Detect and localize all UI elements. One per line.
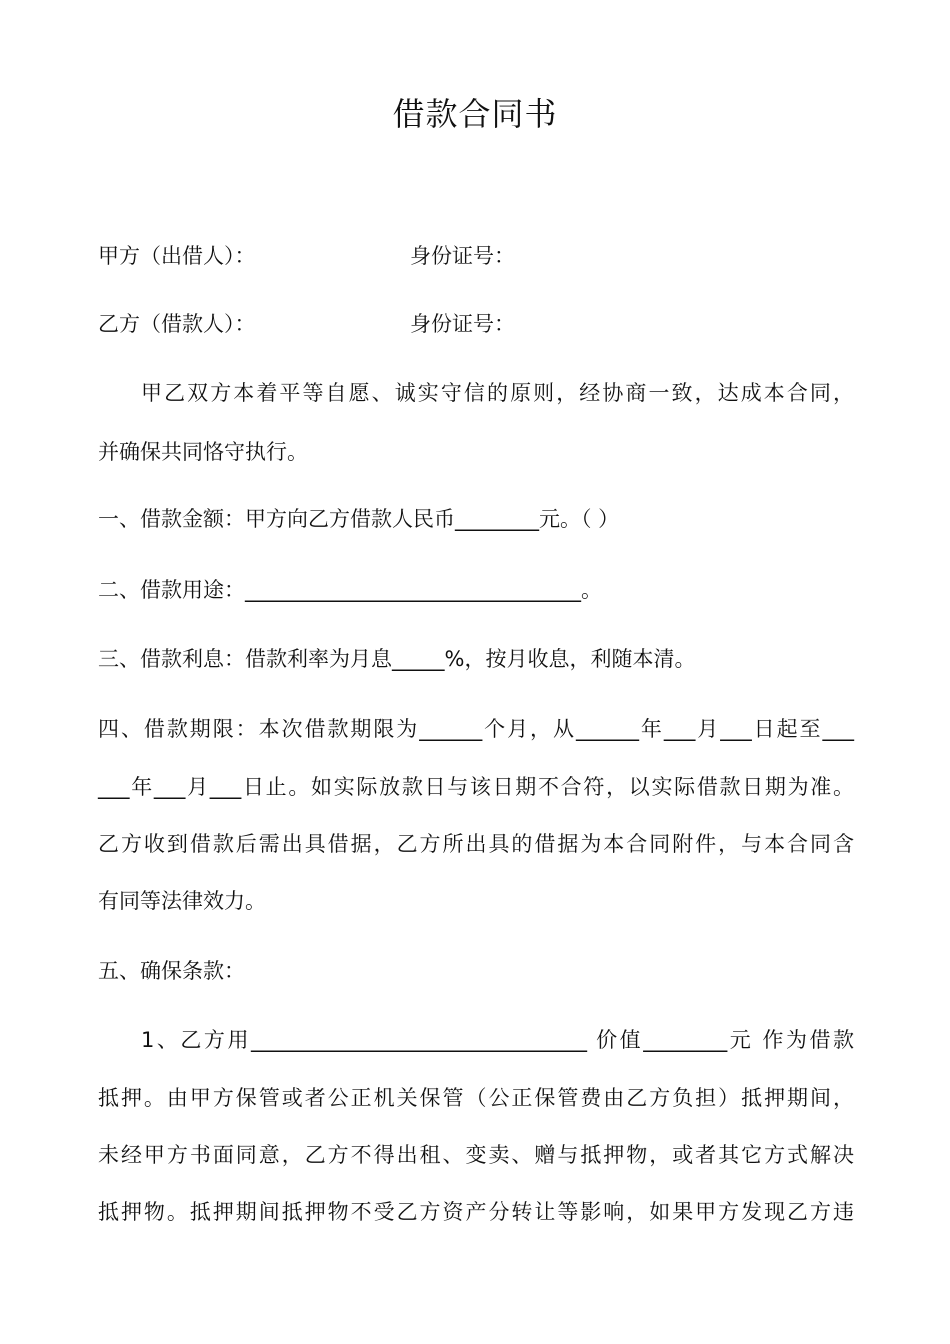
clause-purpose: 二、借款用途：________________________________。	[98, 578, 602, 602]
preamble-line-1: 甲乙双方本着平等自愿、诚实守信的原则，经协商一致，达成本合同，	[141, 381, 854, 405]
preamble-line-2: 并确保共同恪守执行。	[98, 440, 308, 464]
clause-interest: 三、借款利息：借款利率为月息_____%，按月收息，利随本清。	[98, 647, 696, 671]
party-a-label: 甲方（出借人）：	[98, 244, 256, 268]
party-a-id-label: 身份证号：	[410, 244, 515, 268]
guarantee-line-1: 1、乙方用________________________________ 价值________元 作为借款	[141, 1028, 854, 1052]
party-b-label: 乙方（借款人）：	[98, 312, 256, 336]
clause-amount: 一、借款金额：甲方向乙方借款人民币________元。（ ）	[98, 507, 620, 531]
guarantee-line-4: 抵押物。抵押期间抵押物不受乙方资产分转让等影响，如果甲方发现乙方违	[98, 1200, 854, 1224]
clause-term-line-1: 四、借款期限：本次借款期限为______个月，从______年___月___日起至___	[98, 717, 854, 741]
clause-term-line-2: ___年___月___日止。如实际放款日与该日期不合符，以实际借款日期为准。	[98, 775, 854, 799]
document-title: 借款合同书	[392, 95, 558, 133]
clause-term-line-4: 有同等法律效力。	[98, 889, 266, 913]
guarantee-line-2: 抵押。由甲方保管或者公正机关保管（公正保管费由乙方负担）抵押期间，	[98, 1086, 854, 1110]
guarantee-line-3: 未经甲方书面同意，乙方不得出租、变卖、赠与抵押物，或者其它方式解决	[98, 1143, 854, 1167]
party-b-id-label: 身份证号：	[410, 312, 515, 336]
clause-term-line-3: 乙方收到借款后需出具借据，乙方所出具的借据为本合同附件，与本合同含	[98, 832, 854, 856]
clause-guarantee-heading: 五、确保条款：	[98, 959, 245, 983]
